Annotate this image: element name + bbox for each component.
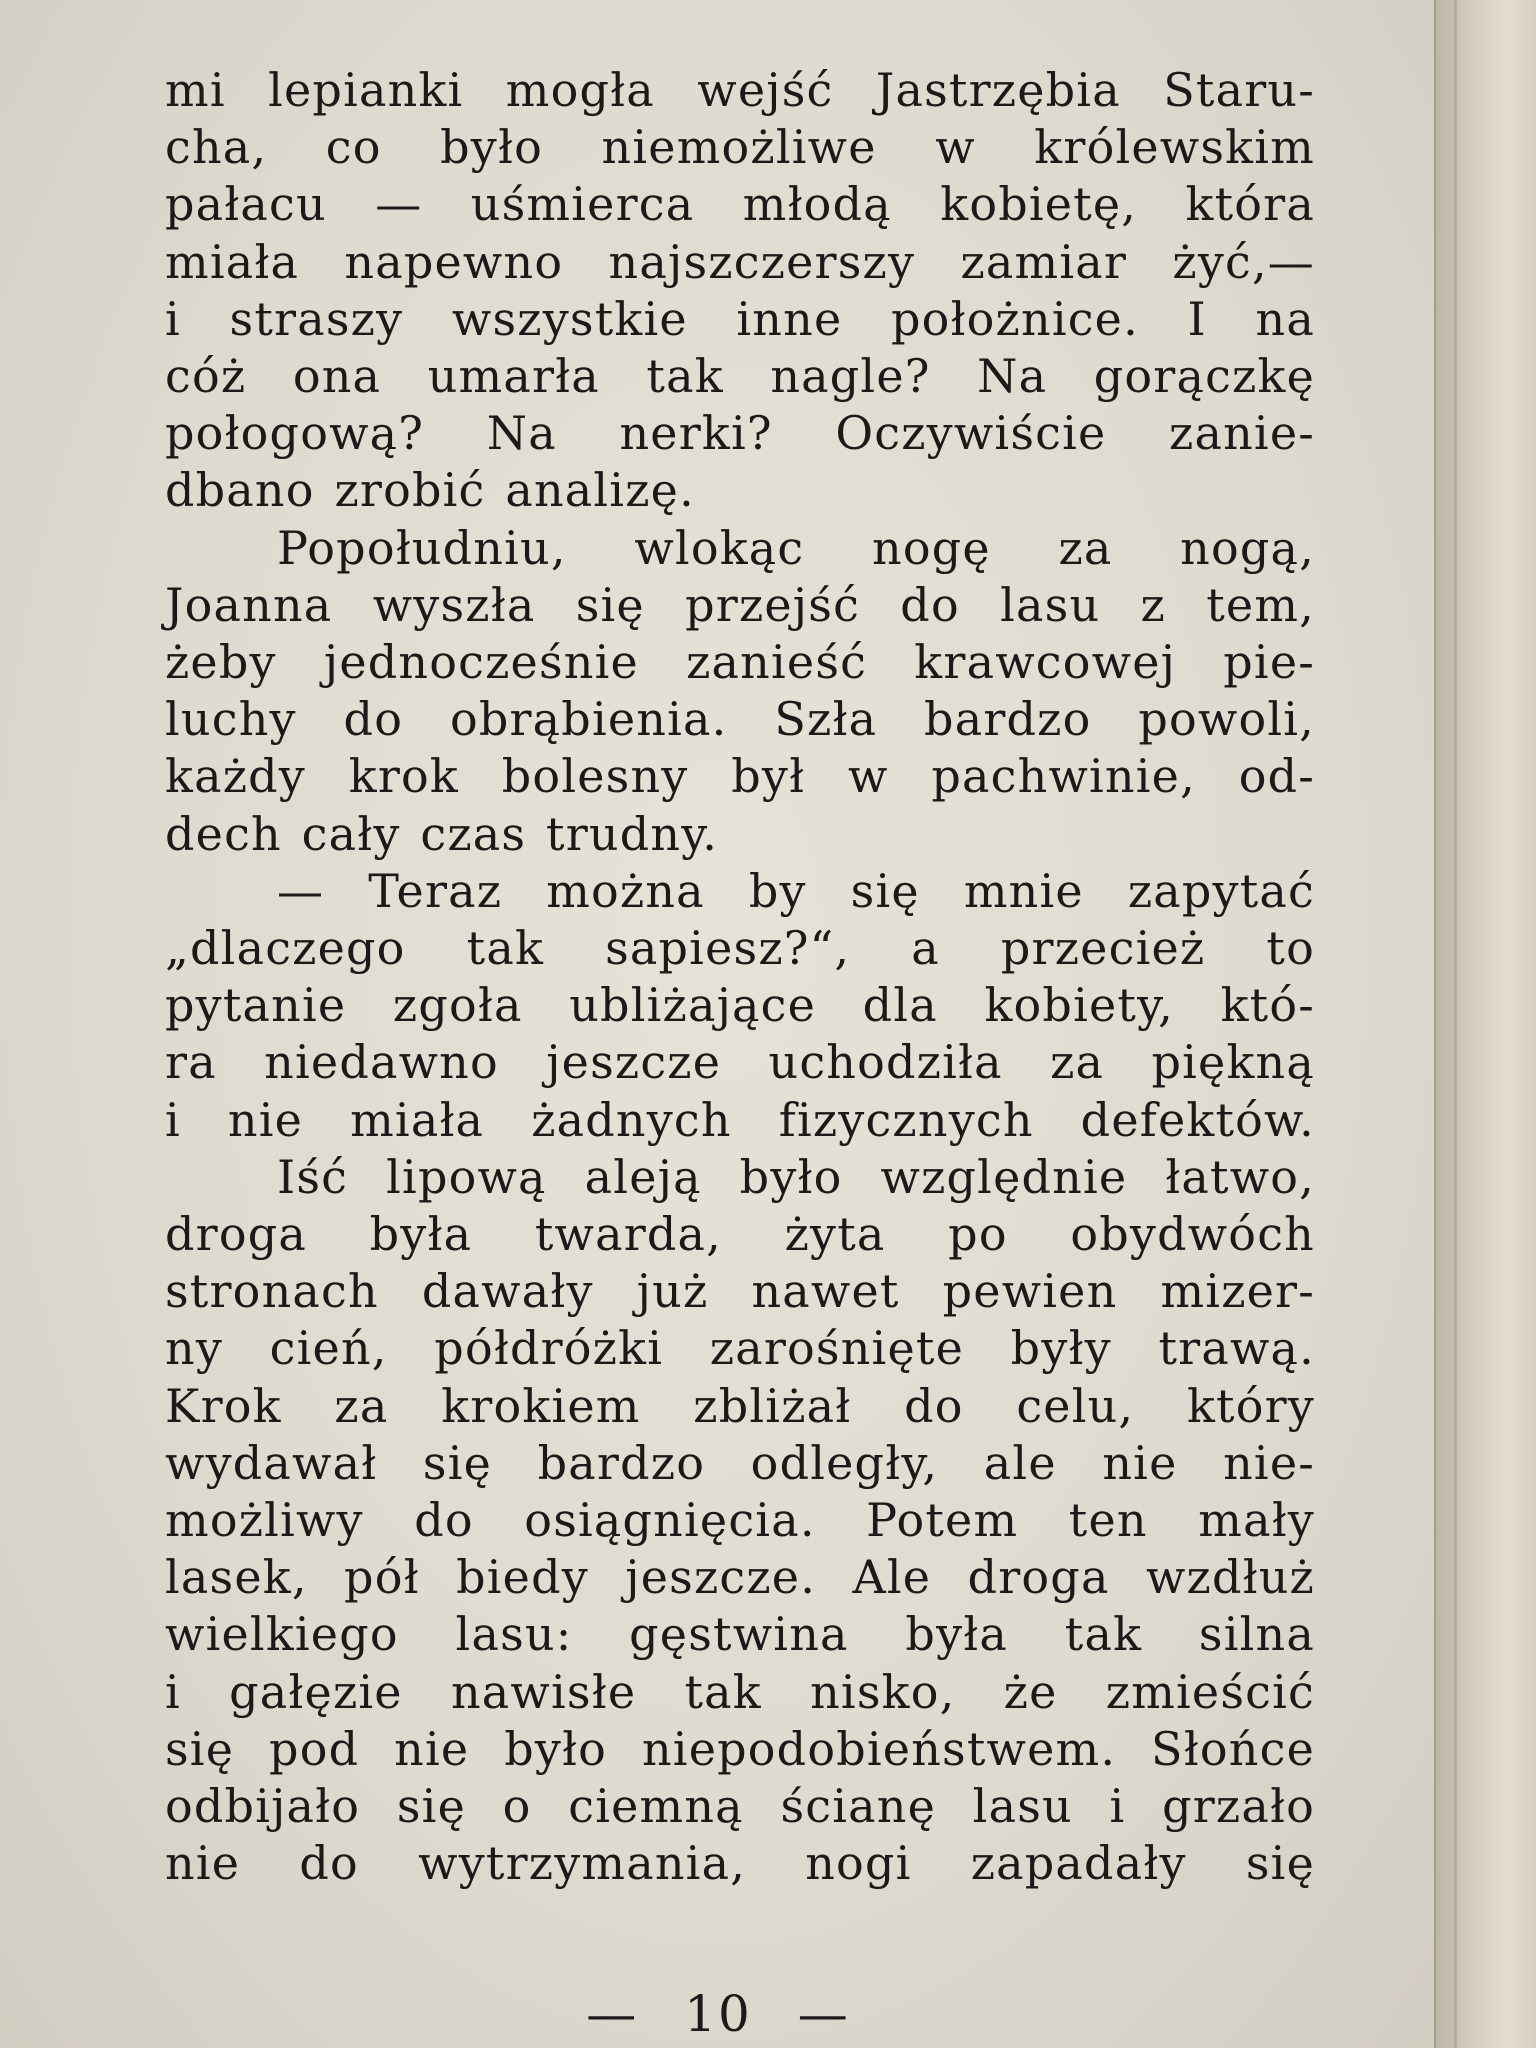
text-line: pałacu — uśmierca młodą kobietę, która: [165, 177, 1315, 232]
body-text: [165, 62, 1315, 1893]
text-line: lasek, pół biedy jeszcze. Ale droga wzdłuż: [165, 1550, 1315, 1605]
next-page-edge: [1434, 0, 1536, 2048]
text-line: cóż ona umarła tak nagle? Na gorączkę: [165, 349, 1315, 404]
text-line: pytanie zgoła ubliżające dla kobiety, któ-: [165, 978, 1315, 1033]
text-line: Joanna wyszła się przejść do lasu z tem,: [165, 577, 1315, 632]
page-number: [0, 1985, 1436, 2043]
text-line: żeby jednocześnie zanieść krawcowej pie-: [165, 635, 1315, 690]
text-line: możliwy do osiągnięcia. Potem ten mały: [165, 1493, 1315, 1548]
text-line: Iść lipową aleją było względnie łatwo,: [277, 1149, 1315, 1204]
text-line: dech cały czas trudny.: [165, 806, 719, 861]
text-line: — Teraz można by się mnie zapytać: [277, 863, 1315, 918]
text-line: i nie miała żadnych fizycznych defektów.: [165, 1092, 1315, 1147]
text-line: cha, co było niemożliwe w królewskim: [165, 120, 1315, 175]
text-line: „dlaczego tak sapiesz?“, a przecież to: [165, 921, 1315, 976]
text-line: się pod nie było niepodobieństwem. Słońce: [165, 1721, 1315, 1776]
text-line: Krok za krokiem zbliżał do celu, który: [165, 1378, 1315, 1433]
text-line: ny cień, półdróżki zarośnięte były trawą.: [165, 1321, 1315, 1376]
text-line: ra niedawno jeszcze uchodziła za piękną: [165, 1035, 1315, 1090]
folio-dash-left: —: [586, 1985, 639, 2043]
text-line: luchy do obrąbienia. Szła bardzo powoli,: [165, 692, 1315, 747]
text-line: mi lepianki mogła wejść Jastrzębia Staru-: [165, 63, 1315, 117]
text-line: wydawał się bardzo odległy, ale nie nie-: [165, 1435, 1315, 1490]
text-line: odbijało się o ciemną ścianę lasu i grzało: [165, 1779, 1315, 1834]
text-line: każdy krok bolesny był w pachwinie, od-: [165, 749, 1315, 804]
text-line: i straszy wszystkie inne położnice. I na: [165, 291, 1315, 346]
folio-number: 10: [684, 1985, 752, 2043]
text-line: i gałęzie nawisłe tak nisko, że zmieścić: [165, 1664, 1315, 1719]
text-line: droga była twarda, żyta po obydwóch: [165, 1207, 1315, 1262]
folio-dash-right: —: [797, 1985, 850, 2043]
text-line: miała napewno najszczerszy zamiar żyć,—: [165, 234, 1315, 289]
text-line: połogową? Na nerki? Oczywiście zanie-: [165, 406, 1315, 461]
text-line: nie do wytrzymania, nogi zapadały się: [165, 1836, 1315, 1891]
text-line: stronach dawały już nawet pewien mizer-: [165, 1264, 1315, 1319]
text-line: wielkiego lasu: gęstwina była tak silna: [165, 1607, 1315, 1662]
text-line: dbano zrobić analizę.: [165, 463, 695, 518]
text-line: Popołudniu, wlokąc nogę za nogą,: [277, 520, 1315, 575]
